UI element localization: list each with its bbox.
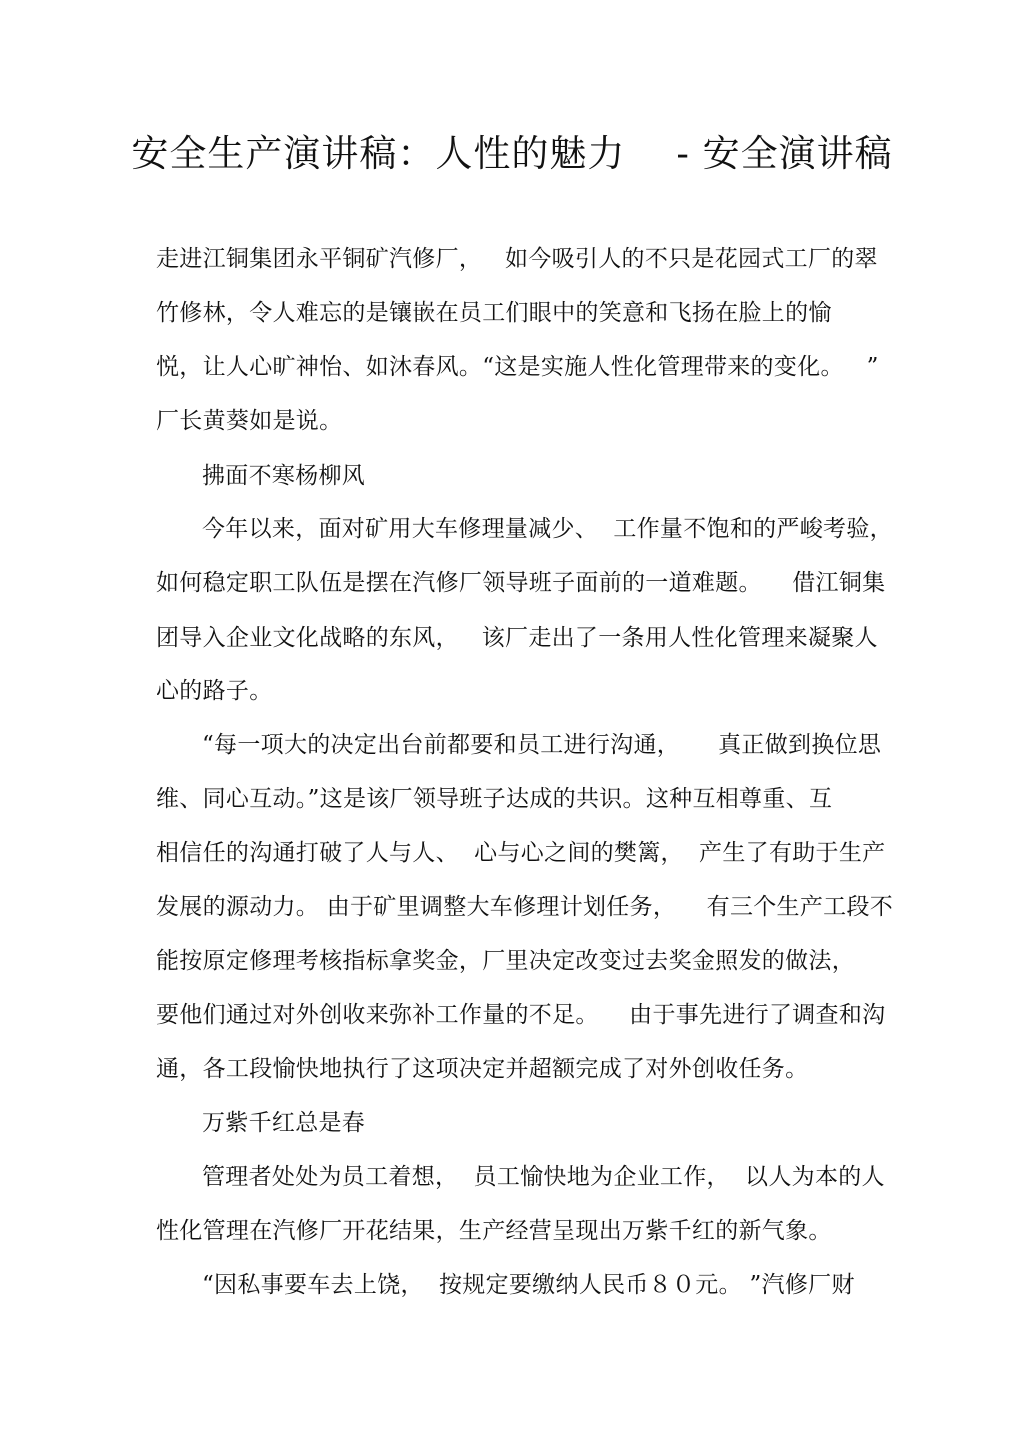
paragraph-line: 走进江铜集团永平铜矿汽修厂， 如今吸引人的不只是花园式工厂的翠 <box>156 246 878 272</box>
paragraph-line: “每一项大的决定出台前都要和员工进行沟通， 真正做到换位思 <box>202 732 882 758</box>
paragraph-line: 能按原定修理考核指标拿奖金，厂里决定改变过去奖金照发的做法， <box>156 948 855 974</box>
section-heading: 万紫千红总是春 <box>202 1110 366 1136</box>
paragraph-line: 团导入企业文化战略的东风， 该厂走出了一条用人性化管理来凝聚人 <box>156 625 878 651</box>
paragraph-line: 如何稳定职工队伍是摆在汽修厂领导班子面前的一道难题。 借江铜集 <box>156 570 886 596</box>
paragraph-line: 悦，让人心旷神怡、如沐春风。“这是实施人性化管理带来的变化。 ” <box>156 354 879 380</box>
paragraph-line: 性化管理在汽修厂开花结果，生产经营呈现出万紫千红的新气象。 <box>156 1218 832 1244</box>
paragraph-line: 今年以来，面对矿用大车修理量减少、 工作量不饱和的严峻考验， <box>202 516 893 542</box>
paragraph-line: 厂长黄葵如是说。 <box>156 408 343 434</box>
paragraph-line: “因私事要车去上饶， 按规定要缴纳人民币８０元。 ”汽修厂财 <box>202 1272 855 1298</box>
paragraph-line: 管理者处处为员工着想， 员工愉快地为企业工作， 以人为本的人 <box>202 1164 885 1190</box>
paragraph-line: 维、同心互动。”这是该厂领导班子达成的共识。这种互相尊重、互 <box>156 786 833 812</box>
paragraph-line: 要他们通过对外创收来弥补工作量的不足。 由于事先进行了调查和沟 <box>156 1002 886 1028</box>
paragraph-line: 心的路子。 <box>156 678 273 704</box>
paragraph-line: 通，各工段愉快地执行了这项决定并超额完成了对外创收任务。 <box>156 1056 809 1082</box>
document-title: 安全生产演讲稿：人性的魅力 - 安全演讲稿 <box>131 132 893 175</box>
section-heading: 拂面不寒杨柳风 <box>202 463 366 489</box>
paragraph-line: 相信任的沟通打破了人与人、 心与心之间的樊篱， 产生了有助于生产 <box>156 840 886 866</box>
paragraph-line: 竹修林，令人难忘的是镶嵌在员工们眼中的笑意和飞扬在脸上的愉 <box>156 300 832 326</box>
paragraph-line: 发展的源动力。 由于矿里调整大车修理计划任务， 有三个生产工段不 <box>156 894 894 920</box>
